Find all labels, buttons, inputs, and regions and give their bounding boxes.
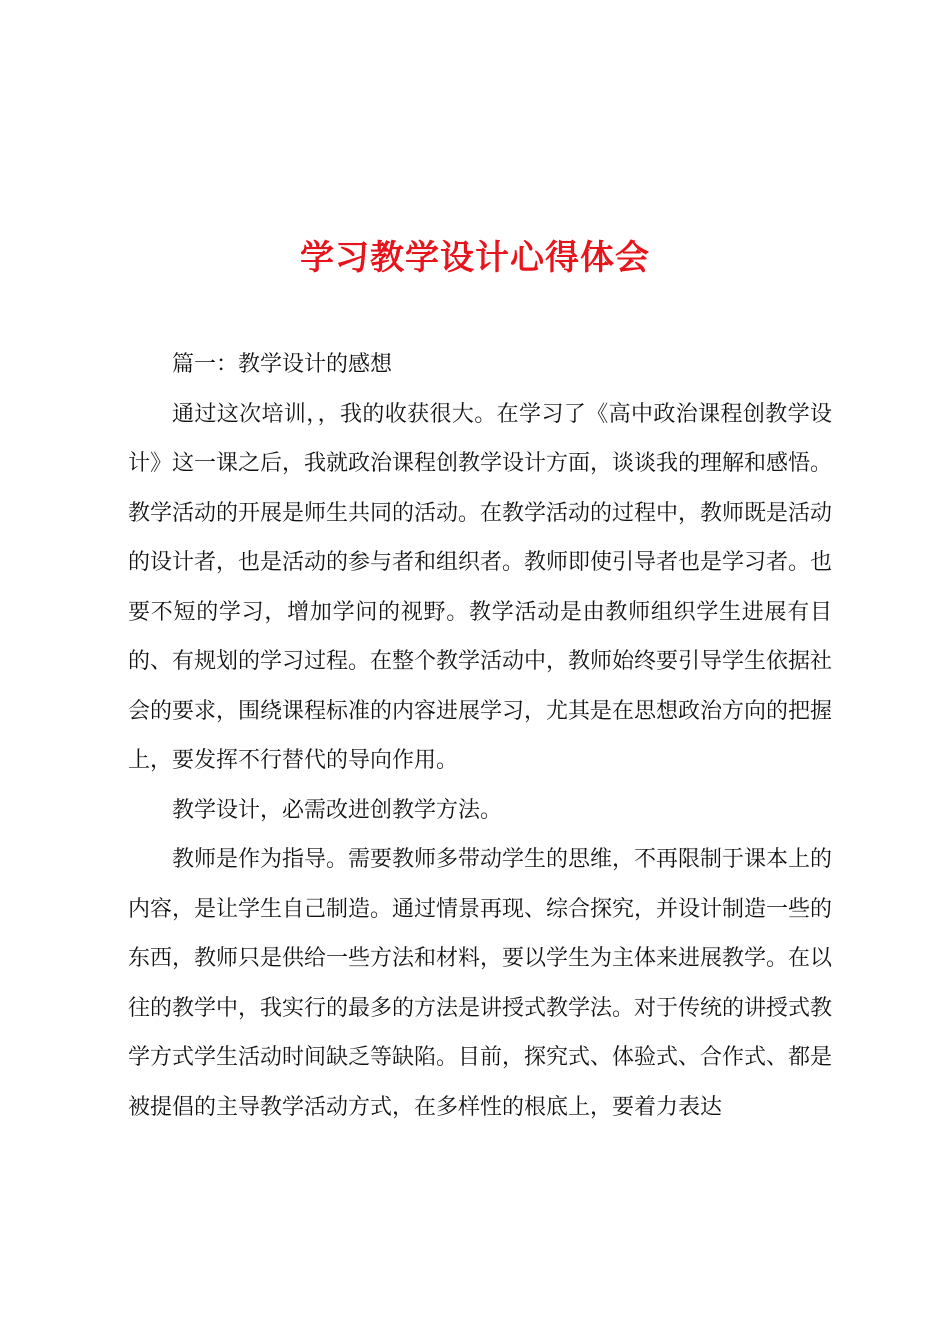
body-paragraph: 通过这次培训，，我的收获很大。在学习了《高中政治课程创教学设计》这一课之后，我就政治课程创教学设计方面，谈谈我的理解和感悟。教学活动的开展是师生共同的活动。在教学活动的过程中，教师既是活动的设计者，也是活动的参与者和组织者。教师即使引导者也是学习者。也要不短的学习，增加学问的视野。教学活动是由教师组织学生进展有目的、有规划的学习过程。在整个教学活动中，教师始终要引导学生依据社会的要求，围绕课程标准的内容进展学习，尤其是在思想政治方向的把握上，要发挥不行替代的导向作用。 xyxy=(128,401,833,773)
body-paragraph: 教师是作为指导。需要教师多带动学生的思维，不再限制于课本上的内容，是让学生自己制造。通过情景再现、综合探究，并设计制造一些的东西，教师只是供给一些方法和材料，要以学生为主体来进展教学。在以往的教学中，我实行的最多的方法是讲授式教学法。对于传统的讲授式教学方式学生活动时间缺乏等缺陷。目前，探究式、体验式、合作式、都是被提倡的主导教学活动方式，在多样性的根底上，要着力表达 xyxy=(128,847,833,1120)
section-heading: 篇一：教学设计的感想 xyxy=(172,352,393,377)
document-body xyxy=(128,340,832,1132)
body-paragraph: 教学设计，必需改进创教学方法。 xyxy=(172,797,503,823)
document-title: 学习教学设计心得体会 xyxy=(300,237,650,278)
